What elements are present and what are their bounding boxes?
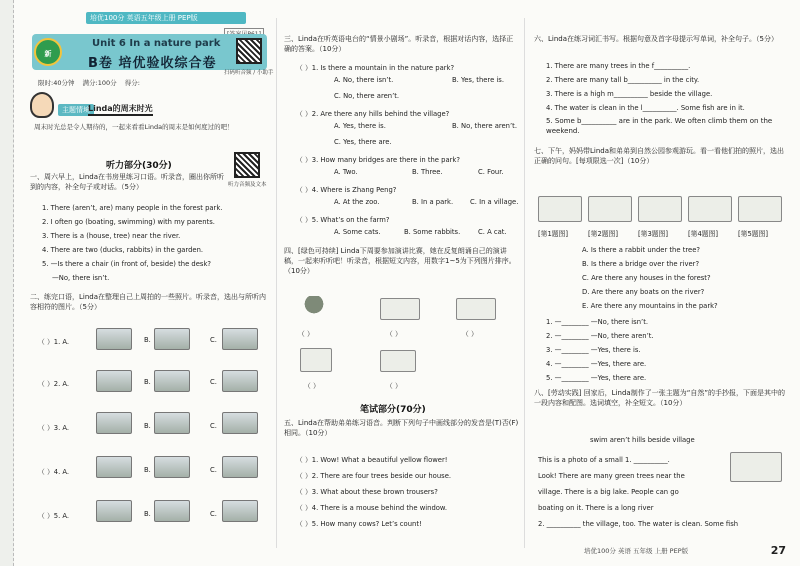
sec6-item: 2. There are many tall b__________ in the city. bbox=[546, 76, 700, 84]
page-title bbox=[88, 52, 216, 71]
sec6-item: 3. There is a high m__________ beside the village. bbox=[546, 90, 713, 98]
sec7-option: B. Is there a bridge over the river? bbox=[582, 260, 700, 268]
sec6-item: 4. The water is clean in the l__________. Some fish are in it. bbox=[546, 104, 745, 112]
section-3-title: 三、Linda在听英语电台的“情景小剧场”。听录音，根据对话内容，选择正确的答案。（10分） bbox=[284, 35, 514, 53]
photo-option bbox=[154, 500, 190, 522]
title-main: 培优验收综合卷 bbox=[118, 56, 217, 71]
full-score: 满分:100分 bbox=[82, 79, 117, 87]
photo-caption: [第1题图] bbox=[538, 230, 569, 238]
binding-strip bbox=[0, 0, 14, 566]
photo-caption: [第5题图] bbox=[738, 230, 769, 238]
option-label: C. bbox=[210, 336, 217, 344]
sec7-answer[interactable]: 3. —________ —Yes, there is. bbox=[546, 346, 641, 354]
photo-option bbox=[96, 412, 132, 434]
photo-q3 bbox=[638, 196, 682, 222]
section-8-title: 八、[劳动实践] 回家后，Linda制作了一张主题为“自然”的手抄报，下面是其中的一段内容和配图。选词填空，补全短文。（10分） bbox=[534, 389, 785, 407]
option-label: B. bbox=[144, 422, 151, 430]
sec1-item: —No, there isn’t. bbox=[52, 274, 110, 282]
children-picture bbox=[300, 348, 332, 372]
sec6-item: 5. Some b__________ are in the park. We often climb them on the weekend. bbox=[546, 117, 773, 135]
sec7-option: C. Are there any houses in the forest? bbox=[582, 274, 711, 282]
answer-blank[interactable]: （ ）3. A. bbox=[38, 424, 70, 432]
sec5-item: （ ）3. What about these brown trousers? bbox=[296, 488, 438, 496]
photo-option bbox=[96, 456, 132, 478]
village-picture bbox=[730, 452, 782, 482]
answer-blank[interactable]: （ ）5. A. bbox=[38, 512, 70, 520]
option-label: C. bbox=[210, 378, 217, 386]
qr-caption: 扫码听音频 / 小助手 bbox=[224, 70, 274, 76]
photo-option bbox=[154, 370, 190, 392]
sec7-answer[interactable]: 4. —________ —Yes, there are. bbox=[546, 360, 647, 368]
score-field: 得分: bbox=[124, 79, 140, 87]
sec1-item: 2. I often go (boating, swimming) with my parents. bbox=[42, 218, 215, 226]
answer-blank[interactable]: （ ）4. A. bbox=[38, 468, 70, 476]
sec5-item: （ ）2. There are four trees beside our house. bbox=[296, 472, 452, 480]
lake-picture bbox=[380, 350, 416, 372]
option-label: C. bbox=[210, 422, 217, 430]
sec1-item: 1. There (aren’t, are) many people in the forest park. bbox=[42, 204, 223, 212]
page-footer: 培优100分 英语 五年级 上册 PEP版 bbox=[584, 547, 689, 555]
option-label: B. bbox=[144, 336, 151, 344]
theme-name: Linda的周末时光 bbox=[88, 103, 153, 116]
photo-option bbox=[222, 370, 258, 392]
option-label: C. bbox=[210, 466, 217, 474]
sec3-option: C. Four. bbox=[478, 168, 504, 176]
section-6-title: 六、Linda在练习词汇书写。根据句意及首字母提示写单词，补全句子。（5分） bbox=[534, 35, 778, 43]
sec7-option: E. Are there any mountains in the park? bbox=[582, 302, 718, 310]
order-blank[interactable]: （ ） bbox=[386, 382, 402, 390]
qr-code-icon[interactable] bbox=[236, 38, 262, 64]
photo-q4 bbox=[688, 196, 732, 222]
listening-heading: 听力部分(30分) bbox=[106, 161, 172, 171]
answer-blank[interactable]: （ ）1. A. bbox=[38, 338, 70, 346]
sec7-answer[interactable]: 2. —________ —No, there aren’t. bbox=[546, 332, 654, 340]
sec5-item: （ ）4. There is a mouse behind the window. bbox=[296, 504, 448, 512]
sec3-question: （ ）4. Where is Zhang Peng? bbox=[296, 186, 397, 194]
photo-option bbox=[222, 500, 258, 522]
title-prefix: B卷 bbox=[88, 56, 113, 71]
passage-line: This is a photo of a small 1. __________. bbox=[538, 456, 670, 464]
photo-q2 bbox=[588, 196, 632, 222]
sec3-option: B. Some rabbits. bbox=[404, 228, 461, 236]
theme-badge: 主题情境 bbox=[58, 104, 94, 116]
order-blank[interactable]: （ ） bbox=[298, 330, 314, 338]
option-label: C. bbox=[210, 510, 217, 518]
bridge-picture bbox=[456, 298, 496, 320]
sec1-item: 3. There is a (house, tree) near the river. bbox=[42, 232, 181, 240]
photo-option bbox=[154, 328, 190, 350]
photo-option bbox=[154, 456, 190, 478]
option-label: B. bbox=[144, 378, 151, 386]
section-7-title: 七、下午，妈妈带Linda和弟弟到自然公园参观游玩。看一看他们拍的照片，选出正确的问句。[每项限选一次]（10分） bbox=[534, 147, 785, 165]
passage-line: boating on it. There is a long river bbox=[538, 504, 654, 512]
sec7-option: D. Are there any boats on the river? bbox=[582, 288, 705, 296]
passage-line: 2. __________ the village, too. The water is clean. Some fish bbox=[538, 520, 739, 528]
sec7-answer[interactable]: 5. —________ —Yes, there are. bbox=[546, 374, 647, 382]
writing-heading: 笔试部分(70分) bbox=[360, 405, 426, 415]
sec6-item: 1. There are many trees in the f__________. bbox=[546, 62, 691, 70]
qr-caption: 听力音频及文本 bbox=[228, 182, 267, 188]
logo: 新 bbox=[34, 38, 62, 66]
page-number: 27 bbox=[770, 544, 786, 557]
sec3-question: （ ）5. What’s on the farm? bbox=[296, 216, 390, 224]
photo-option bbox=[154, 412, 190, 434]
intro-text: 周末时光总是令人期待的，一起来看看Linda的周末是如何度过的吧！ bbox=[34, 123, 234, 131]
section-1-title: 一、周六早上，Linda在书房里练习口语。听录音，圈出你所听到的内容，补全句子或对话。（5分） bbox=[30, 173, 225, 191]
sec3-question: （ ）1. Is there a mountain in the nature park? bbox=[296, 64, 455, 72]
sec3-option: A. At the zoo. bbox=[334, 198, 380, 206]
column-divider bbox=[276, 18, 277, 548]
option-label: B. bbox=[144, 466, 151, 474]
sec3-question: （ ）2. Are there any hills behind the village? bbox=[296, 110, 450, 118]
sec1-item: 5. —Is there a chair (in front of, beside) the desk? bbox=[42, 260, 212, 268]
sec3-option: A. Two. bbox=[334, 168, 358, 176]
photo-q1 bbox=[538, 196, 582, 222]
photo-option bbox=[96, 328, 132, 350]
photo-option bbox=[96, 500, 132, 522]
section-2-title: 二、练完口语，Linda在整理自己上周拍的一些照片。听录音，选出与所听内容相符的图片。（5分） bbox=[30, 293, 267, 311]
sec7-answer[interactable]: 1. —________ —No, there isn’t. bbox=[546, 318, 649, 326]
sec3-option: B. In a park. bbox=[412, 198, 454, 206]
sec3-option: C. No, there aren’t. bbox=[334, 92, 400, 100]
girl-icon bbox=[30, 92, 54, 118]
time-limit: 限时:40分钟 bbox=[38, 79, 75, 87]
sec3-option: B. Three. bbox=[412, 168, 443, 176]
photo-q5 bbox=[738, 196, 782, 222]
photo-caption: [第2题图] bbox=[588, 230, 619, 238]
qr-code-icon[interactable] bbox=[234, 152, 260, 178]
photo-option bbox=[222, 328, 258, 350]
sec3-question: （ ）3. How many bridges are there in the park? bbox=[296, 156, 460, 164]
sec1-item: 4. There are two (ducks, rabbits) in the garden. bbox=[42, 246, 204, 254]
photo-option bbox=[222, 456, 258, 478]
order-blank[interactable]: （ ） bbox=[304, 382, 320, 390]
option-label: B. bbox=[144, 510, 151, 518]
river-picture bbox=[380, 298, 420, 320]
sec3-option: A. Yes, there is. bbox=[334, 122, 386, 130]
photo-caption: [第3题图] bbox=[638, 230, 669, 238]
unit-title: Unit 6 In a nature park bbox=[92, 38, 221, 49]
order-blank[interactable]: （ ） bbox=[462, 330, 478, 338]
sec3-option: C. A cat. bbox=[478, 228, 507, 236]
photo-option bbox=[96, 370, 132, 392]
column-divider bbox=[524, 18, 525, 548]
sec3-option: B. No, there aren’t. bbox=[452, 122, 517, 130]
section-4-title: 四、[绿色可持续] Linda下周要参加演讲比赛，她在反复朗诵自己的演讲稿，一起来听听吧！听录音，根据短文内容，用数字1~5为下列图片排序。（10分） bbox=[284, 247, 516, 275]
photo-caption: [第4题图] bbox=[688, 230, 719, 238]
sec3-option: A. Some cats. bbox=[334, 228, 381, 236]
passage-line: Look! There are many green trees near the bbox=[538, 472, 685, 480]
sec5-item: （ ）1. Wow! What a beautiful yellow flower! bbox=[296, 456, 448, 464]
series-banner: 培优100分 英语五年级上册 PEP版 bbox=[86, 12, 246, 24]
section-5-title: 五、Linda在帮助弟弟练习语音。判断下列句子中画线部分的发音是(T)否(F)相同。（10分） bbox=[284, 419, 519, 437]
word-bank: swim aren’t hills beside village bbox=[590, 436, 695, 444]
order-blank[interactable]: （ ） bbox=[386, 330, 402, 338]
answer-blank[interactable]: （ ）2. A. bbox=[38, 380, 70, 388]
exam-meta bbox=[38, 78, 146, 87]
sec3-option: B. Yes, there is. bbox=[452, 76, 505, 84]
sec3-option: C. Yes, there are. bbox=[334, 138, 392, 146]
passage-line: village. There is a big lake. People can go bbox=[538, 488, 679, 496]
photo-option bbox=[222, 412, 258, 434]
tree-picture bbox=[300, 296, 328, 316]
sec3-option: A. No, there isn’t. bbox=[334, 76, 394, 84]
sec3-option: C. In a village. bbox=[470, 198, 519, 206]
sec7-option: A. Is there a rabbit under the tree? bbox=[582, 246, 700, 254]
sec5-item: （ ）5. How many cows? Let’s count! bbox=[296, 520, 422, 528]
